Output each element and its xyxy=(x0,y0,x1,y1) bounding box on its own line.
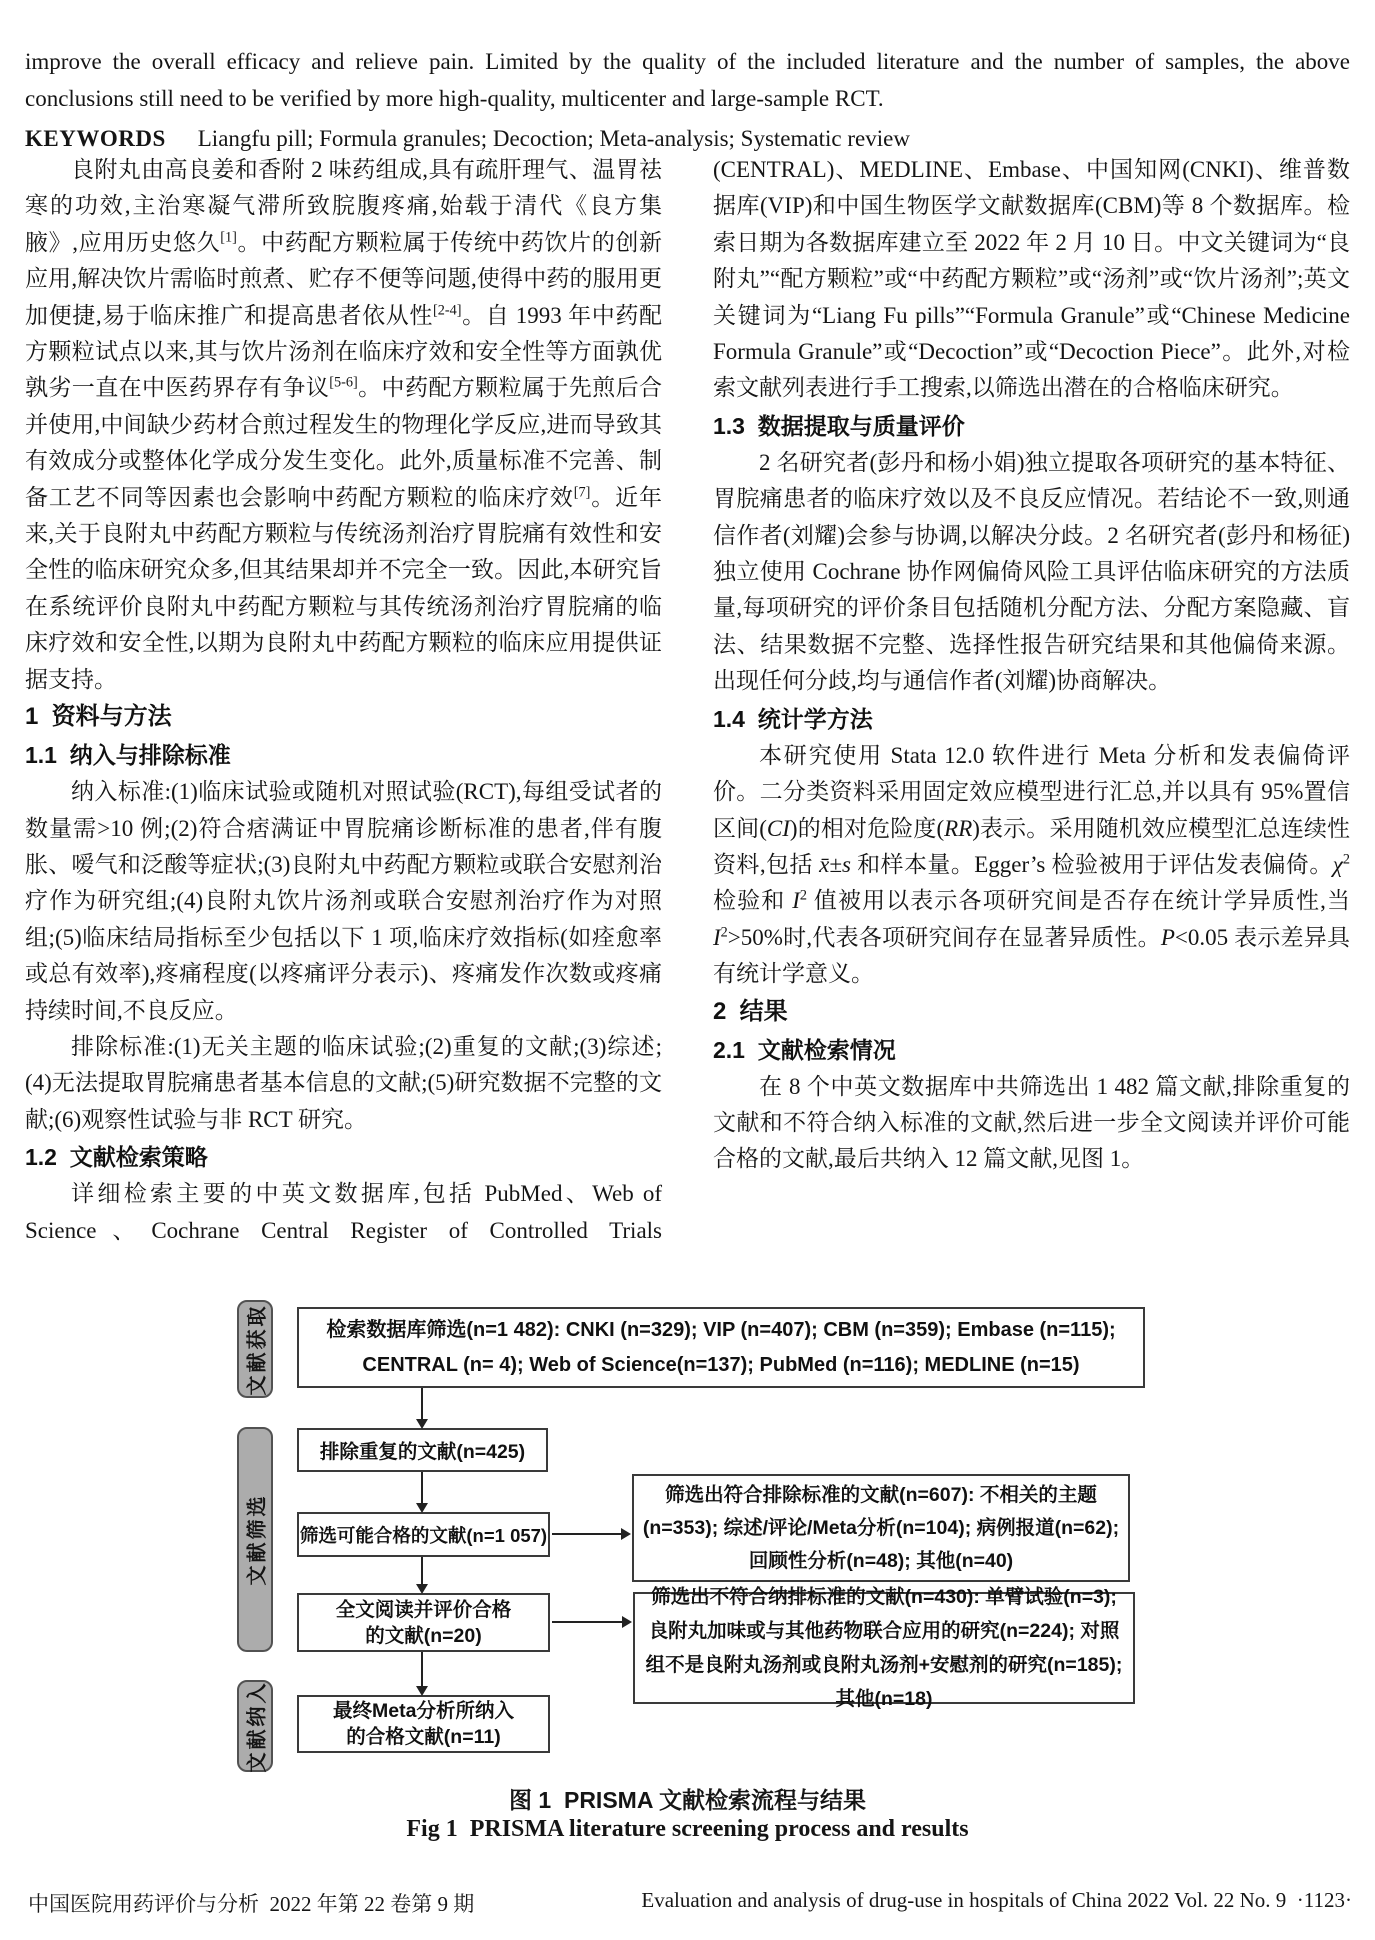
footer-journal-zh: 中国医院用药评价与分析 2022 年第 22 卷第 9 期 xyxy=(28,1892,475,1916)
subsection-heading-criteria: 1.1 纳入与排除标准 xyxy=(25,742,231,769)
figure-caption-zh: 图 1 PRISMA 文献检索流程与结果 xyxy=(509,1787,866,1813)
stage-label-inclusion: 文献纳入 xyxy=(237,1680,273,1772)
arrow-down-4 xyxy=(421,1652,423,1686)
inclusion-criteria-paragraph: 纳入标准:(1)临床试验或随机对照试验(RCT),每组受试者的数量需>10 例;(2)符合痞满证中胃脘痛诊断标准的患者,伴有腹胀、嗳气和泛酸等症状;(3)良附丸中药配方颗粒或联合安慰剂治疗作为研究组;(4)良附丸饮片汤剂或联合安慰剂治疗作为对照组;(5)临床结局指标至少包括以下 1 项,临床疗效指标(如痊愈率或总有效率),疼痛程度(以疼痛评分表示)、疼痛发作次数或疼痛持续时间,不良反应。 xyxy=(25,779,662,1023)
prisma-flow-diagram xyxy=(230,1295,1150,1780)
subsection-heading-literature-search: 2.1 文献检索情况 xyxy=(713,1036,896,1063)
intro-paragraph: 良附丸由高良姜和香附 2 味药组成,具有疏肝理气、温胃祛寒的功效,主治寒凝气滞所致脘腹疼痛,始载于清代《良方集腋》,应用历史悠久[1]。中药配方颗粒属于传统中药饮片的创新应用,解决饮片需临时煎煮、贮存不便等问题,使得中药的服用更加便捷,易于临床推广和提高患者依从性[2-4]。自 1993 年中药配方颗粒试点以来,其与饮片汤剂在临床疗效和安全性等方面孰优孰劣一直在中医药界存有争议[5-6]。中药配方颗粒属于先煎后合并使用,中间缺少药材合煎过程发生的物理化学反应,进而导致其有效成分或整体化学成分发生变化。此外,质量标准不完善、制备工艺不同等因素也会影响中药配方颗粒的临床疗效[7]。近年来,关于良附丸中药配方颗粒与传统汤剂治疗胃脘痛有效性和安全性的临床研究众多,但其结果却并不完全一致。因此,本研究旨在系统评价良附丸中药配方颗粒与其传统汤剂治疗胃脘痛的临床疗效和安全性,以期为良附丸中药配方颗粒的临床应用提供证据支持。 xyxy=(25,157,663,692)
figure-caption-en: Fig 1 PRISMA literature screening process and results xyxy=(406,1816,969,1842)
literature-search-paragraph: 在 8 个中英文数据库中共筛选出 1 482 篇文献,排除重复的文献和不符合纳入标准的文献,然后进一步全文阅读并评价可能合格的文献,最后共纳入 12 篇文献,见图 1。 xyxy=(713,1073,1351,1172)
abstract-tail-text: improve the overall efficacy and relieve pain. Limited by the quality of the included literature and the number of samples, the above conclusions still need to be verified by more high-quality, multicenter and large-sample RCT. xyxy=(25,49,1350,111)
search-strategy-paragraph: 详细检索主要的中英文数据库,包括 PubMed、Web of Science、Cochrane Central Register of Controlled Trials xyxy=(25,1181,662,1243)
subsection-heading-data-extraction: 1.3 数据提取与质量评价 xyxy=(713,412,965,439)
stage-label-retrieval: 文献获取 xyxy=(237,1300,273,1398)
subsection-heading-search-strategy: 1.2 文献检索策略 xyxy=(25,1144,208,1171)
databases-paragraph: (CENTRAL)、MEDLINE、Embase、中国知网(CNKI)、维普数据库(VIP)和中国生物医学文献数据库(CBM)等 8 个数据库。检索日期为各数据库建立至 2022 年 2 月 10 日。中文关键词为“良附丸”“配方颗粒”或“中药配方颗粒”或“汤剂”或“饮片汤剂”;英文关键词为“Liang Fu pills”“Formula Granule”或“Chinese Medicine Formula Granule”或“Decoction”或“Decoction Piece”。此外,对检索文献列表进行手工搜索,以筛选出潜在的合格临床研究。 xyxy=(713,157,1350,401)
page-footer xyxy=(28,1888,1352,1918)
stage-label-screening: 文献筛选 xyxy=(237,1427,273,1652)
exclusion-criteria-paragraph: 排除标准:(1)无关主题的临床试验;(2)重复的文献;(3)综述;(4)无法提取胃脘痛患者基本信息的文献;(5)研究数据不完整的文献;(6)观察性试验与非 RCT 研究。 xyxy=(25,1033,662,1132)
keywords-line xyxy=(25,122,1350,156)
flow-box-database-search: 检索数据库筛选(n=1 482): CNKI (n=329); VIP (n=407); CBM (n=359); Embase (n=115); CENTRAL (n= 4); Web of Science(n=137); PubMed (n=116); MEDLINE (n=15) xyxy=(297,1307,1145,1388)
subsection-heading-statistics: 1.4 统计学方法 xyxy=(713,705,873,732)
arrow-right-1 xyxy=(552,1533,622,1535)
keywords-text: Liangfu pill; Formula granules; Decoction; Meta-analysis; Systematic review xyxy=(197,126,910,151)
flow-box-potentially-eligible: 筛选可能合格的文献(n=1 057) xyxy=(297,1512,550,1557)
flow-box-excluded-by-criteria: 筛选出符合排除标准的文献(n=607): 不相关的主题(n=353); 综述/评论/Meta分析(n=104); 病例报道(n=62); 回顾性分析(n=48); 其他(n=40) xyxy=(632,1474,1130,1582)
flow-box-fulltext-assessed: 全文阅读并评价合格 的文献(n=20) xyxy=(297,1593,550,1652)
arrow-down-1 xyxy=(421,1388,423,1419)
flow-box-final-included: 最终Meta分析所纳入 的合格文献(n=11) xyxy=(297,1695,550,1753)
left-column xyxy=(25,152,662,1249)
arrow-right-2 xyxy=(552,1621,623,1623)
arrow-down-3 xyxy=(421,1557,423,1584)
flow-box-excluded-fulltext: 筛选出不符合纳排标准的文献(n=430): 单臂试验(n=3); 良附丸加味或与其他药物联合应用的研究(n=224); 对照组不是良附丸汤剂或良附丸汤剂+安慰剂的研究(n=185); 其他(n=18) xyxy=(633,1592,1135,1704)
keywords-label: KEYWORDS xyxy=(25,126,166,151)
flow-box-duplicates-removed: 排除重复的文献(n=425) xyxy=(297,1428,548,1472)
statistics-paragraph: 本研究使用 Stata 12.0 软件进行 Meta 分析和发表偏倚评价。二分类资料采用固定效应模型进行汇总,并以具有 95%置信区间(CI)的相对危险度(RR)表示。采用随机效应模型汇总连续性资料,包括 x̄±s 和样本量。Egger’s 检验被用于评估发表偏倚。$\chi^2$ 检验和 $I^2$ 值被用以表示各项研究间是否存在统计学异质性,当 $I^2>50\%$时,代表各项研究间存在显著异质性。P<0.05 表示差异具有统计学意义。 xyxy=(713,742,1350,987)
footer-journal-en: Evaluation and analysis of drug-use in hospitals of China 2022 Vol. 22 No. 9 ·1123· xyxy=(641,1888,1352,1912)
section-heading-methods: 1 资料与方法 xyxy=(25,703,172,731)
data-extraction-paragraph: 2 名研究者(彭丹和杨小娟)独立提取各项研究的基本特征、胃脘痛患者的临床疗效以及不良反应情况。若结论不一致,则通信作者(刘耀)会参与协调,以解决分歧。2 名研究者(彭丹和杨征)独立使用 Cochrane 协作网偏倚风险工具评估临床研究的方法质量,每项研究的评价条目包括随机分配方法、分配方案隐藏、盲法、结果数据不完整、选择性报告研究结果和其他偏倚来源。出现任何分歧,均与通信作者(刘耀)协商解决。 xyxy=(713,449,1350,694)
right-column xyxy=(713,152,1350,1178)
arrow-down-2 xyxy=(421,1472,423,1503)
section-heading-results: 2 结果 xyxy=(713,997,788,1025)
